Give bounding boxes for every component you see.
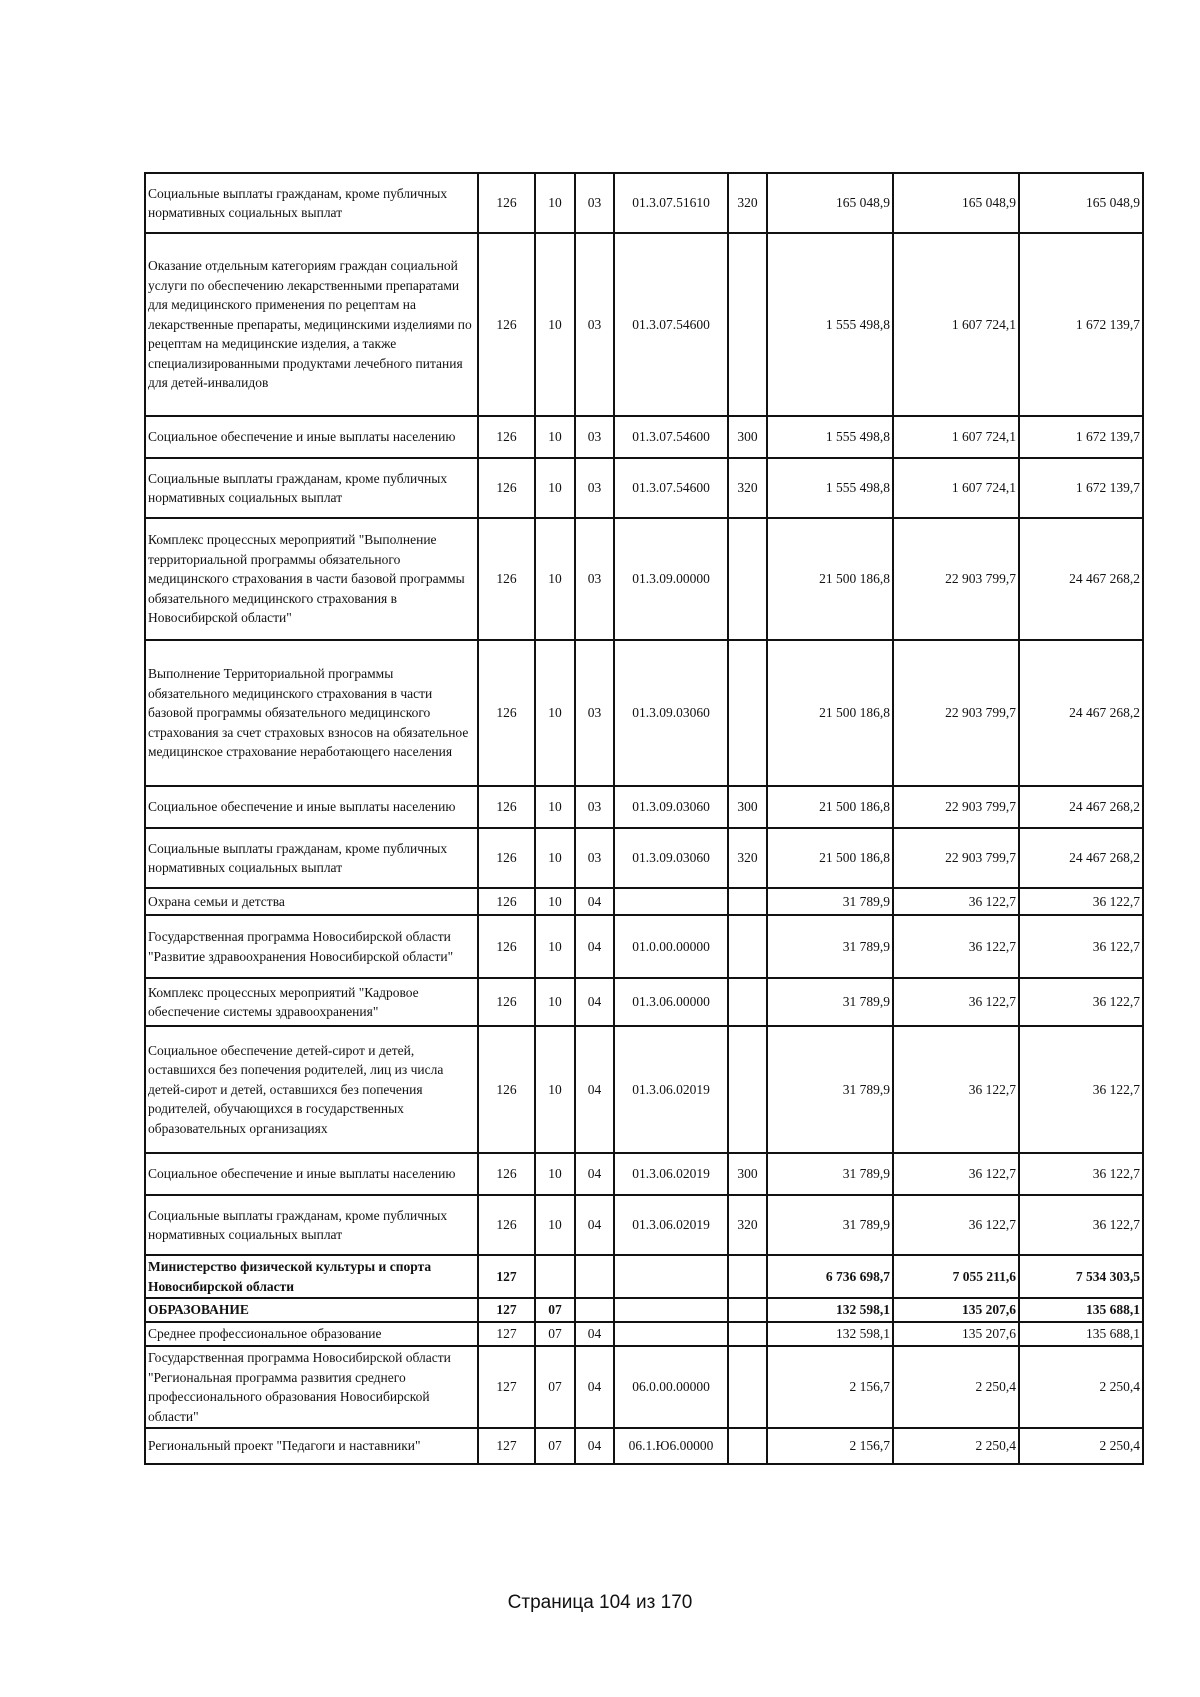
row-name: Социальное обеспечение и иные выплаты населению xyxy=(145,1153,478,1195)
table-row xyxy=(145,640,1143,786)
row-name: Комплекс процессных мероприятий "Кадровое обеспечение системы здравоохранения" xyxy=(145,978,478,1026)
amount-year-1: 31 789,9 xyxy=(767,978,893,1026)
target-article-code: 06.0.00.00000 xyxy=(614,1346,728,1428)
section-code: 10 xyxy=(535,888,575,915)
amount-year-3: 24 467 268,2 xyxy=(1019,786,1143,828)
dept-code: 127 xyxy=(478,1255,535,1298)
subsection-code: 04 xyxy=(575,978,614,1026)
expense-type-code: 300 xyxy=(728,786,767,828)
target-article-code: 01.3.09.03060 xyxy=(614,640,728,786)
expense-type-code xyxy=(728,233,767,416)
section-code: 10 xyxy=(535,173,575,233)
amount-year-1: 21 500 186,8 xyxy=(767,518,893,640)
amount-year-1: 21 500 186,8 xyxy=(767,828,893,888)
section-code: 10 xyxy=(535,233,575,416)
subsection-code: 03 xyxy=(575,828,614,888)
amount-year-2: 22 903 799,7 xyxy=(893,518,1019,640)
amount-year-1: 21 500 186,8 xyxy=(767,640,893,786)
amount-year-2: 135 207,6 xyxy=(893,1298,1019,1322)
section-code: 10 xyxy=(535,458,575,518)
amount-year-1: 132 598,1 xyxy=(767,1298,893,1322)
row-name: ОБРАЗОВАНИЕ xyxy=(145,1298,478,1322)
row-name: Социальное обеспечение детей-сирот и детей, оставшихся без попечения родителей, лиц из числа детей-сирот и детей, оставшихся без попечения родителей, обучающихся в государственных образовательных организациях xyxy=(145,1026,478,1153)
section-code: 10 xyxy=(535,640,575,786)
table-row xyxy=(145,828,1143,888)
row-name: Министерство физической культуры и спорта Новосибирской области xyxy=(145,1255,478,1298)
amount-year-2: 135 207,6 xyxy=(893,1322,1019,1346)
target-article-code: 01.3.06.02019 xyxy=(614,1195,728,1255)
amount-year-2: 1 607 724,1 xyxy=(893,233,1019,416)
section-code: 07 xyxy=(535,1428,575,1464)
section-code: 10 xyxy=(535,786,575,828)
dept-code: 127 xyxy=(478,1322,535,1346)
table-row xyxy=(145,233,1143,416)
subsection-code: 03 xyxy=(575,173,614,233)
target-article-code: 01.3.09.00000 xyxy=(614,518,728,640)
expense-type-code xyxy=(728,888,767,915)
amount-year-2: 2 250,4 xyxy=(893,1428,1019,1464)
subsection-code: 03 xyxy=(575,458,614,518)
amount-year-3: 36 122,7 xyxy=(1019,915,1143,978)
amount-year-3: 36 122,7 xyxy=(1019,978,1143,1026)
table-row xyxy=(145,1195,1143,1255)
table-row xyxy=(145,888,1143,915)
section-code: 07 xyxy=(535,1298,575,1322)
dept-code: 127 xyxy=(478,1428,535,1464)
dept-code: 126 xyxy=(478,640,535,786)
target-article-code xyxy=(614,1298,728,1322)
target-article-code: 01.3.09.03060 xyxy=(614,786,728,828)
amount-year-2: 22 903 799,7 xyxy=(893,786,1019,828)
section-code xyxy=(535,1255,575,1298)
amount-year-3: 1 672 139,7 xyxy=(1019,416,1143,458)
amount-year-1: 165 048,9 xyxy=(767,173,893,233)
amount-year-2: 22 903 799,7 xyxy=(893,828,1019,888)
amount-year-2: 1 607 724,1 xyxy=(893,416,1019,458)
expense-type-code xyxy=(728,518,767,640)
expense-type-code xyxy=(728,1346,767,1428)
target-article-code: 01.3.07.54600 xyxy=(614,233,728,416)
amount-year-1: 31 789,9 xyxy=(767,1153,893,1195)
table-row xyxy=(145,173,1143,233)
section-code: 07 xyxy=(535,1322,575,1346)
target-article-code: 01.3.07.54600 xyxy=(614,416,728,458)
target-article-code xyxy=(614,1322,728,1346)
amount-year-1: 31 789,9 xyxy=(767,888,893,915)
target-article-code xyxy=(614,888,728,915)
amount-year-3: 2 250,4 xyxy=(1019,1428,1143,1464)
amount-year-3: 36 122,7 xyxy=(1019,1026,1143,1153)
amount-year-1: 2 156,7 xyxy=(767,1428,893,1464)
amount-year-3: 36 122,7 xyxy=(1019,1153,1143,1195)
section-code: 10 xyxy=(535,1153,575,1195)
dept-code: 126 xyxy=(478,888,535,915)
amount-year-1: 1 555 498,8 xyxy=(767,458,893,518)
table-row xyxy=(145,1346,1143,1428)
expense-type-code: 320 xyxy=(728,458,767,518)
section-code: 10 xyxy=(535,518,575,640)
amount-year-2: 22 903 799,7 xyxy=(893,640,1019,786)
dept-code: 126 xyxy=(478,458,535,518)
amount-year-2: 36 122,7 xyxy=(893,978,1019,1026)
target-article-code: 06.1.Ю6.00000 xyxy=(614,1428,728,1464)
subsection-code: 04 xyxy=(575,1346,614,1428)
dept-code: 127 xyxy=(478,1298,535,1322)
table-row xyxy=(145,1428,1143,1464)
amount-year-1: 31 789,9 xyxy=(767,1026,893,1153)
table-row xyxy=(145,458,1143,518)
expense-type-code xyxy=(728,1322,767,1346)
row-name: Охрана семьи и детства xyxy=(145,888,478,915)
table-row xyxy=(145,1298,1143,1322)
amount-year-1: 2 156,7 xyxy=(767,1346,893,1428)
amount-year-3: 1 672 139,7 xyxy=(1019,233,1143,416)
expense-type-code xyxy=(728,640,767,786)
amount-year-3: 2 250,4 xyxy=(1019,1346,1143,1428)
expense-type-code: 320 xyxy=(728,828,767,888)
dept-code: 126 xyxy=(478,233,535,416)
amount-year-3: 24 467 268,2 xyxy=(1019,828,1143,888)
expense-type-code: 320 xyxy=(728,1195,767,1255)
budget-table xyxy=(144,172,1144,1465)
amount-year-2: 36 122,7 xyxy=(893,1195,1019,1255)
amount-year-1: 21 500 186,8 xyxy=(767,786,893,828)
subsection-code: 03 xyxy=(575,518,614,640)
amount-year-1: 31 789,9 xyxy=(767,915,893,978)
amount-year-2: 2 250,4 xyxy=(893,1346,1019,1428)
expense-type-code xyxy=(728,1298,767,1322)
amount-year-3: 24 467 268,2 xyxy=(1019,518,1143,640)
subsection-code: 04 xyxy=(575,1195,614,1255)
subsection-code: 03 xyxy=(575,640,614,786)
amount-year-2: 36 122,7 xyxy=(893,888,1019,915)
table-row xyxy=(145,915,1143,978)
subsection-code: 04 xyxy=(575,1026,614,1153)
amount-year-1: 1 555 498,8 xyxy=(767,416,893,458)
amount-year-3: 36 122,7 xyxy=(1019,888,1143,915)
amount-year-2: 36 122,7 xyxy=(893,915,1019,978)
row-name: Социальные выплаты гражданам, кроме публичных нормативных социальных выплат xyxy=(145,458,478,518)
row-name: Социальные выплаты гражданам, кроме публичных нормативных социальных выплат xyxy=(145,828,478,888)
row-name: Среднее профессиональное образование xyxy=(145,1322,478,1346)
expense-type-code xyxy=(728,915,767,978)
amount-year-3: 36 122,7 xyxy=(1019,1195,1143,1255)
subsection-code: 03 xyxy=(575,786,614,828)
table-row xyxy=(145,1026,1143,1153)
dept-code: 126 xyxy=(478,518,535,640)
amount-year-2: 1 607 724,1 xyxy=(893,458,1019,518)
section-code: 10 xyxy=(535,828,575,888)
amount-year-1: 1 555 498,8 xyxy=(767,233,893,416)
amount-year-3: 135 688,1 xyxy=(1019,1298,1143,1322)
dept-code: 126 xyxy=(478,173,535,233)
target-article-code: 01.3.07.54600 xyxy=(614,458,728,518)
section-code: 10 xyxy=(535,978,575,1026)
amount-year-1: 6 736 698,7 xyxy=(767,1255,893,1298)
dept-code: 126 xyxy=(478,416,535,458)
subsection-code xyxy=(575,1255,614,1298)
row-name: Государственная программа Новосибирской области "Развитие здравоохранения Новосибирской области" xyxy=(145,915,478,978)
target-article-code xyxy=(614,1255,728,1298)
section-code: 07 xyxy=(535,1346,575,1428)
table-row xyxy=(145,416,1143,458)
dept-code: 127 xyxy=(478,1346,535,1428)
dept-code: 126 xyxy=(478,1195,535,1255)
amount-year-3: 7 534 303,5 xyxy=(1019,1255,1143,1298)
row-name: Региональный проект "Педагоги и наставники" xyxy=(145,1428,478,1464)
amount-year-3: 165 048,9 xyxy=(1019,173,1143,233)
target-article-code: 01.3.07.51610 xyxy=(614,173,728,233)
dept-code: 126 xyxy=(478,786,535,828)
page-number: Страница 104 из 170 xyxy=(507,1592,693,1613)
amount-year-2: 36 122,7 xyxy=(893,1026,1019,1153)
section-code: 10 xyxy=(535,1026,575,1153)
row-name: Социальное обеспечение и иные выплаты населению xyxy=(145,416,478,458)
amount-year-1: 31 789,9 xyxy=(767,1195,893,1255)
dept-code: 126 xyxy=(478,1026,535,1153)
subsection-code: 04 xyxy=(575,888,614,915)
subsection-code: 04 xyxy=(575,1153,614,1195)
target-article-code: 01.3.09.03060 xyxy=(614,828,728,888)
dept-code: 126 xyxy=(478,1153,535,1195)
target-article-code: 01.3.06.02019 xyxy=(614,1153,728,1195)
expense-type-code xyxy=(728,1428,767,1464)
target-article-code: 01.0.00.00000 xyxy=(614,915,728,978)
amount-year-1: 132 598,1 xyxy=(767,1322,893,1346)
subsection-code: 04 xyxy=(575,1428,614,1464)
expense-type-code xyxy=(728,978,767,1026)
expense-type-code xyxy=(728,1026,767,1153)
row-name: Оказание отдельным категориям граждан социальной услуги по обеспечению лекарственными препаратами для медицинского применения по рецептам на лекарственные препараты, медицинскими изделиями по рецептам на медицинские изделия, а также специализированными продуктами лечебного питания для детей-инвалидов xyxy=(145,233,478,416)
section-code: 10 xyxy=(535,416,575,458)
dept-code: 126 xyxy=(478,915,535,978)
subsection-code: 04 xyxy=(575,915,614,978)
table-row xyxy=(145,978,1143,1026)
amount-year-3: 135 688,1 xyxy=(1019,1322,1143,1346)
expense-type-code: 320 xyxy=(728,173,767,233)
subsection-code: 03 xyxy=(575,233,614,416)
amount-year-2: 36 122,7 xyxy=(893,1153,1019,1195)
section-code: 10 xyxy=(535,1195,575,1255)
amount-year-3: 24 467 268,2 xyxy=(1019,640,1143,786)
amount-year-3: 1 672 139,7 xyxy=(1019,458,1143,518)
table-row xyxy=(145,518,1143,640)
subsection-code xyxy=(575,1298,614,1322)
row-name: Выполнение Территориальной программы обязательного медицинского страхования в части базовой программы обязательного медицинского страхования за счет страховых взносов на обязательное медицинское страхование неработающего населения xyxy=(145,640,478,786)
row-name: Социальные выплаты гражданам, кроме публичных нормативных социальных выплат xyxy=(145,1195,478,1255)
expense-type-code: 300 xyxy=(728,416,767,458)
dept-code: 126 xyxy=(478,978,535,1026)
section-code: 10 xyxy=(535,915,575,978)
dept-code: 126 xyxy=(478,828,535,888)
row-name: Социальное обеспечение и иные выплаты населению xyxy=(145,786,478,828)
subsection-code: 03 xyxy=(575,416,614,458)
amount-year-2: 165 048,9 xyxy=(893,173,1019,233)
expense-type-code xyxy=(728,1255,767,1298)
target-article-code: 01.3.06.02019 xyxy=(614,1026,728,1153)
table-row xyxy=(145,786,1143,828)
row-name: Социальные выплаты гражданам, кроме публичных нормативных социальных выплат xyxy=(145,173,478,233)
row-name: Государственная программа Новосибирской области "Региональная программа развития среднего профессионального образования Новосибирской области" xyxy=(145,1346,478,1428)
table-row xyxy=(145,1322,1143,1346)
expense-type-code: 300 xyxy=(728,1153,767,1195)
table-row xyxy=(145,1255,1143,1298)
target-article-code: 01.3.06.00000 xyxy=(614,978,728,1026)
row-name: Комплекс процессных мероприятий "Выполнение территориальной программы обязательного медицинского страхования в части базовой программы обязательного медицинского страхования в Новосибирской области" xyxy=(145,518,478,640)
subsection-code: 04 xyxy=(575,1322,614,1346)
amount-year-2: 7 055 211,6 xyxy=(893,1255,1019,1298)
table-row xyxy=(145,1153,1143,1195)
